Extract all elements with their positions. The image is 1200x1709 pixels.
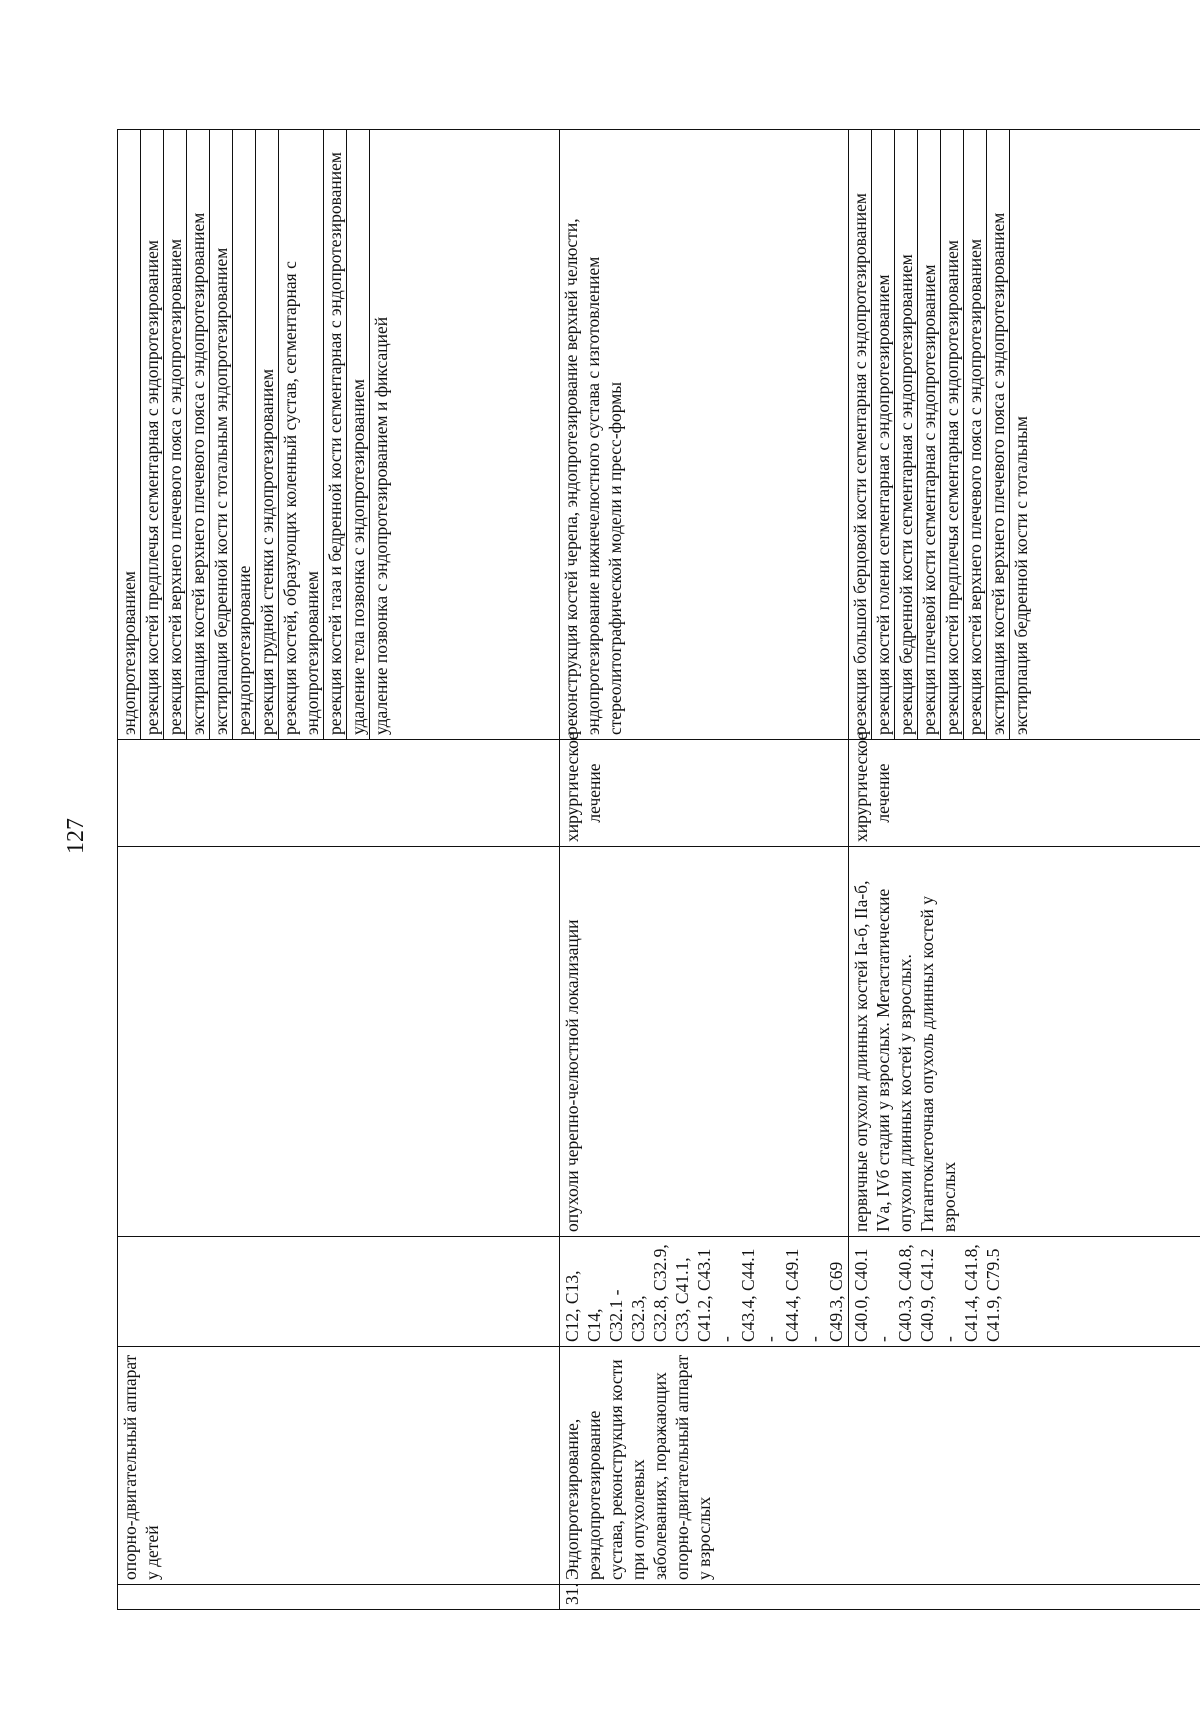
row-number: 31. [560, 1585, 1200, 1610]
page-number: 127 [63, 818, 89, 854]
list-item: резекция костей верхнего плечевого пояса с эндопротезированием [964, 130, 987, 739]
list-item: резекция большой берцовой кости сегментарная с эндопротезированием [849, 130, 872, 739]
methods-cell [560, 130, 849, 740]
codes-cell [118, 1237, 560, 1347]
list-item: резекция костей таза и бедренной кости сегментарная с эндопротезированием [324, 130, 347, 739]
section-name: опорно-двигательный аппарат у детей [118, 1347, 560, 1585]
list-item: экстирпация бедренной кости с тотальным эндопротезированием [210, 130, 233, 739]
procedures-table [117, 129, 1200, 1610]
diagnosis-cell [118, 847, 560, 1237]
list-item: удаление тела позвонка с эндопротезированием [347, 130, 370, 739]
list-item: резекция костей предплечья сегментарная с эндопротезированием [141, 130, 164, 739]
list-item: экстирпация бедренной кости с тотальным [1011, 416, 1031, 735]
diagnosis: первичные опухоли длинных костей Iа-б, IIа-б, IVа, IVб стадии у взрослых. Метастатические опухоли длинных костей у взрослых. Гигантоклеточная опухоль длинных костей у взрослых [849, 847, 1200, 1237]
treatment-cell [118, 740, 560, 847]
list-item: резекция грудной стенки с эндопротезированием [256, 130, 279, 739]
treatment: хирургическое лечение [849, 740, 1200, 847]
methods-cell [849, 130, 1200, 740]
icd-codes: C12, C13, C14, C32.1 - C32.3, C32.8, C32.9, C33, C41.1, C41.2, C43.1 - C43.4, C44.1 - C44.4, C49.1 - C49.3, C69 [560, 1237, 849, 1347]
list-item: эндопротезированием [118, 130, 141, 739]
treatment: хирургическое лечение [560, 740, 849, 847]
list-item: резекция костей, образующих коленный сустав, сегментарная с эндопротезированием [279, 130, 324, 739]
list-item: резекция плечевой кости сегментарная с эндопротезированием [918, 130, 941, 739]
icd-codes: C40.0, C40.1 - C40.3, C40.8, C40.9, C41.2 - C41.4, C41.8, C41.9, C79.5 [849, 1237, 1200, 1347]
table-row [118, 130, 560, 1610]
list-item: реконструкция костей черепа, эндопротезирование верхней челюсти, эндопротезирование нижнечелюстного сустава с изготовлением стереолитографической модели и пресс-формы [561, 218, 625, 735]
methods-cell [118, 130, 560, 740]
list-item: резекция бедренной кости сегментарная с эндопротезированием [895, 130, 918, 739]
list-item: резекция костей предплечья сегментарная с эндопротезированием [941, 130, 964, 739]
list-item: экстирпация костей верхнего плечевого пояса с эндопротезированием [187, 130, 210, 739]
row-name: Эндопротезирование, реэндопротезирование сустава, реконструкция кости при опухолевых заболеваниях, поражающих опорно-двигательный аппарат у взрослых [560, 1347, 1200, 1585]
diagnosis: опухоли черепно-челюстной локализации [560, 847, 849, 1237]
rotated-page [117, 130, 1172, 1610]
list-item: реэндопротезирование [233, 130, 256, 739]
list-item: удаление позвонка с эндопротезированием и фиксацией [371, 316, 391, 735]
list-item: экстирпация костей верхнего плечевого пояса с эндопротезированием [987, 130, 1010, 739]
number-cell [118, 1585, 560, 1610]
list-item: резекция костей верхнего плечевого пояса с эндопротезированием [164, 130, 187, 739]
table-row [560, 130, 849, 1610]
list-item: резекция костей голени сегментарная с эндопротезированием [872, 130, 895, 739]
